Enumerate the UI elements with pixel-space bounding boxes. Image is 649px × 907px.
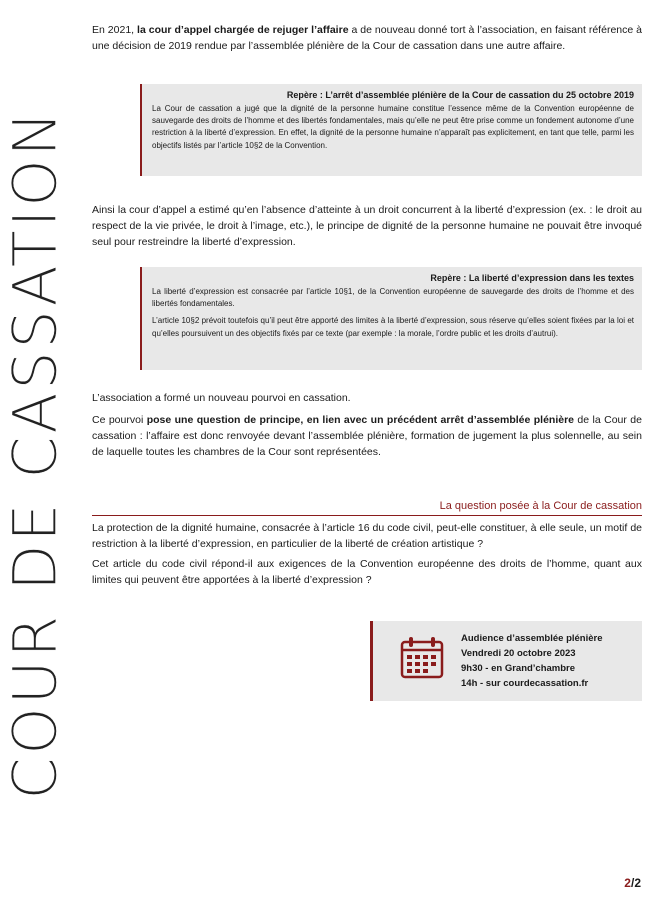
para1-text-1: En 2021, [92, 24, 138, 36]
question-section-title: La question posée à la Cour de cassation [439, 500, 642, 512]
page-separator: / [630, 876, 635, 890]
audience-box [370, 621, 642, 701]
page-current: 2 [624, 876, 631, 890]
page-number [624, 876, 641, 890]
repere-box-liberte-expression [140, 267, 642, 370]
audience-title: Audience d’assemblée plénière [461, 633, 603, 644]
paragraph-pourvoi [92, 390, 642, 406]
question-text-1: La protection de la dignité humaine, consacrée à l’article 16 du code civil, peut-elle constituer, à elle seule, un motif de restriction à la liberté d’expression, en particulier de la liberté de création artistique ? [92, 522, 642, 550]
repere-box-text: La Cour de cassation a jugé que la dignité de la personne humaine constitue l’essence même de la Convention européenne de sauvegarde des droits de l’homme et des libertés fondamentales, mais qu’elle ne peut être prise comme un fondement autonome d’une restriction à la liberté d’expression. En effet, la dignité de la personne humaine n’apparaît pas explicitement, en tant que telle, parmi les objectifs listés par l’article 10§2 de la Convention. [152, 104, 634, 150]
question-text-1-block [92, 520, 642, 552]
repere-box-text-1: La liberté d’expression est consacrée par l’article 10§1, de la Convention européenne de sauvegarde des droits de l’homme et des libertés fondamentales. [152, 287, 634, 309]
para4-bold: pose une question de principe, en lien avec un précédent arrêt d’assemblée plénière [146, 414, 575, 426]
audience-details [461, 631, 603, 691]
para1-text-2: a de nouveau donné tort à l’association, en faisant référence à une décision de 2019 rendue par l’assemblée plénière de la Cour de cassation dans une autre affaire. [92, 24, 643, 52]
paragraph-question-principe [92, 412, 642, 460]
para1-bold: la cour d’appel chargée de rejuger l’affaire [137, 24, 349, 36]
audience-time-location: 9h30 - en Grand’chambre [461, 663, 576, 674]
side-title-text: COUR DE CASSATION [1, 107, 71, 800]
page-total: 2 [634, 876, 641, 890]
side-title [1, 0, 71, 907]
repere-box-title: Repère : L’arrêt d’assemblée plénière de la Cour de cassation du 25 octobre 2019 [286, 90, 634, 100]
para3-text: L’association a formé un nouveau pourvoi en cassation. [92, 392, 351, 404]
repere-box-arret-2019 [140, 84, 642, 176]
para4-text-1: Ce pourvoi [92, 414, 147, 426]
repere-box-text-2: L’article 10§2 prévoit toutefois qu’il peut être apporté des limites à la liberté d’expression, sous réserve qu’elles soient fixées par la loi et qu’elles poursuivent un des objectifs fixés par ce texte (par exemple : la morale, l’ordre public et les droits d’autrui). [152, 316, 634, 338]
paragraph-cour-appel [92, 202, 642, 250]
paragraph-intro [92, 22, 642, 54]
para4-text-2: de la Cour de cassation : l’affaire est donc renvoyée devant l’assemblée plénière, formation de jugement la plus solennelle, au sein de laquelle toutes les chambres de la Cour sont représentées. [92, 414, 642, 458]
audience-broadcast[interactable]: 14h - sur courdecassation.fr [461, 678, 589, 689]
question-text-2-block [92, 556, 642, 588]
audience-date: Vendredi 20 octobre 2023 [461, 648, 576, 659]
repere-box-title: Repère : La liberté d’expression dans les textes [430, 273, 634, 283]
question-text-2: Cet article du code civil répond-il aux exigences de la Convention européenne des droits de l’homme, quant aux limites qui peuvent être apportées à la liberté d’expression ? [92, 558, 642, 586]
para2-text: Ainsi la cour d’appel a estimé qu’en l’absence d’atteinte à un droit concurrent à la liberté d’expression (ex. : le droit au respect de la vie privée, le droit à l’image, etc.), le principe de dignité de la personne humaine ne pouvait être invoqué seul pour restreindre la liberté d’expression. [92, 204, 642, 248]
calendar-icon [399, 635, 445, 681]
section-divider [92, 515, 642, 516]
